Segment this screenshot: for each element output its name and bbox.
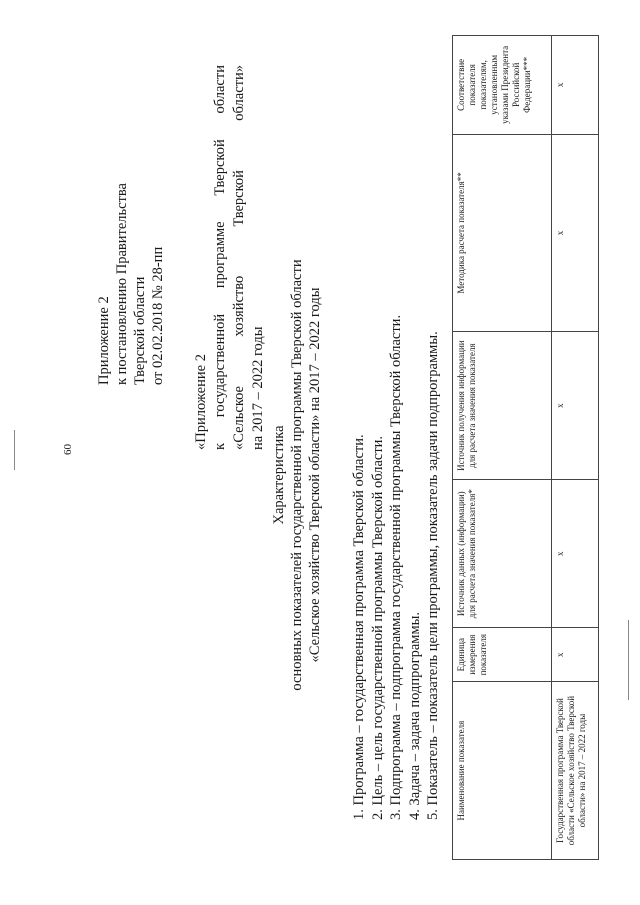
heading-line: основных показателей государственной программы Тверской области	[289, 259, 305, 691]
table-header-row	[453, 36, 552, 860]
scan-artifact	[628, 620, 629, 700]
definition-item: 5. Показатель – показатель цели программы, показатель задачи подпрограммы.	[425, 331, 441, 820]
table-cell: х	[552, 36, 599, 135]
header-cell: Источник данных (информации) для расчета значения показателя*	[453, 480, 552, 628]
table-cell: х	[552, 332, 599, 480]
page-number: 60	[62, 444, 74, 455]
table-cell: х	[552, 134, 599, 331]
definition-item: 1. Программа – государственная программа Тверской области.	[351, 434, 367, 820]
annex-program-block	[192, 65, 268, 450]
definition-item: 2. Цель – цель государственной программы Тверской области.	[369, 435, 386, 820]
document-heading	[270, 195, 324, 755]
annex-program-line: «Приложение 2	[193, 354, 209, 450]
annex-program-line: «Сельское хозяйство Тверской области»	[231, 65, 247, 450]
definition-item: 4. Задача – задача подпрограммы.	[406, 612, 423, 820]
table-row	[552, 36, 599, 860]
definitions-list	[350, 315, 443, 820]
annex-program-line: к государственной программе Тверской области	[212, 65, 228, 450]
annex-program-line: на 2017 – 2022 годы	[250, 326, 266, 450]
annex-decree-line: от 02.02.2018 № 28-пп	[150, 246, 166, 385]
heading-line: Характеристика	[271, 425, 287, 525]
header-cell: Единица измерения показателя	[453, 628, 552, 682]
annex-decree-line: к постановлению Правительства	[114, 183, 130, 385]
annex-decree-line: Приложение 2	[96, 296, 112, 385]
definition-item: 3. Подпрограмма – подпрограмма государственной программы Тверской области.	[388, 314, 404, 820]
heading-line: «Сельское хозяйство Тверской области» на 2017 – 2022 годы	[307, 287, 323, 663]
annex-decree-block	[95, 183, 167, 385]
header-cell: Соответствие показателя показателям, установленным указами Президента Российской Федерации***	[453, 36, 552, 135]
annex-decree-line: Тверской области	[132, 276, 148, 385]
header-cell: Методика расчета показателя**	[453, 134, 552, 331]
table-cell: х	[552, 480, 599, 628]
indicators-table	[452, 35, 599, 860]
table-cell: Государственная программа Тверской области «Сельское хозяйство Тверской области» на 2017 – 2022 годы	[552, 682, 599, 860]
header-cell: Источник получения информации для расчета значения показателя	[453, 332, 552, 480]
table-cell: х	[552, 628, 599, 682]
scan-artifact	[14, 430, 15, 470]
header-cell: Наименование показателя	[453, 682, 552, 860]
